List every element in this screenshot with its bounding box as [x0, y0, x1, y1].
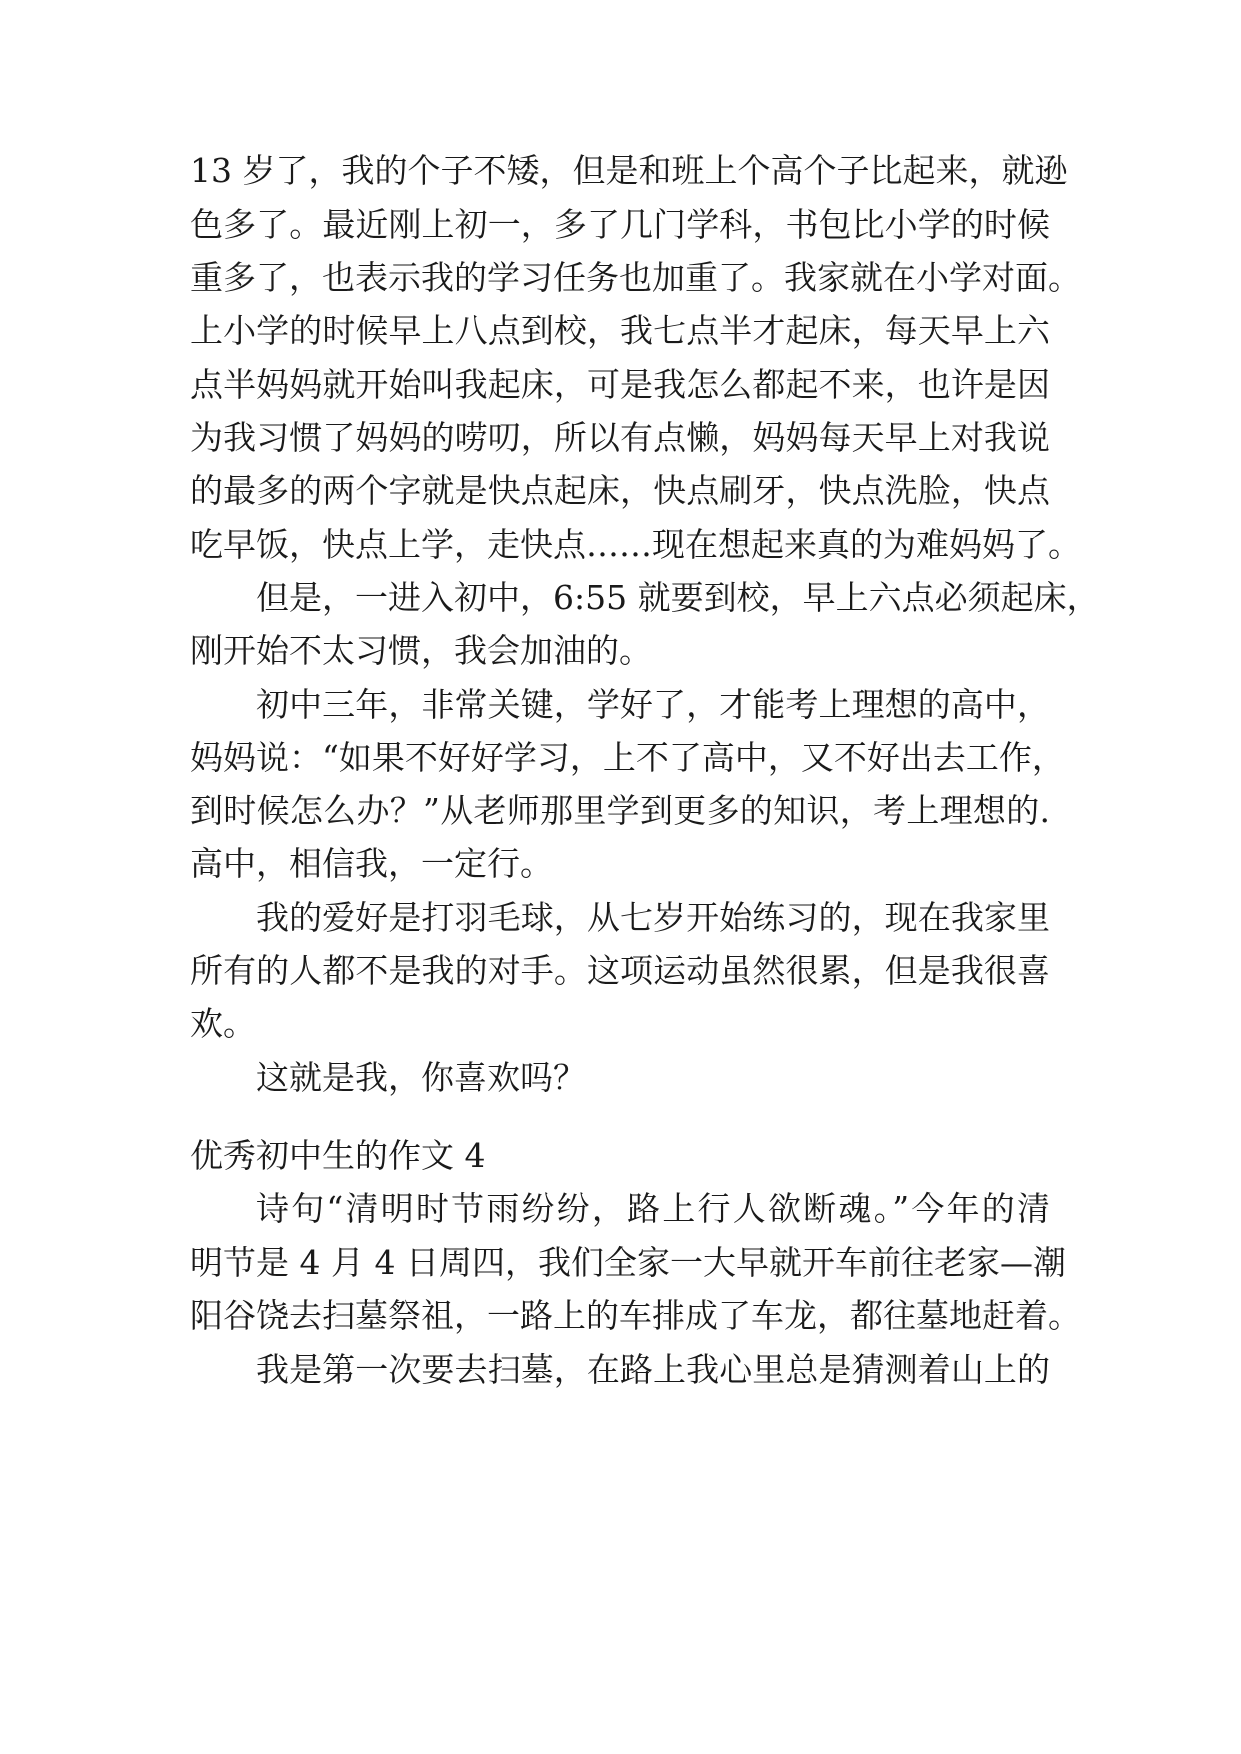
text-line: 但是，一进入初中，6:55 就要到校，早上六点必须起床， — [256, 578, 1100, 617]
text-line: 到时候怎么办？”从老师那里学到更多的知识，考上理想的. — [190, 791, 1050, 830]
text-line: 为我习惯了妈妈的唠叨，所以有点懒，妈妈每天早上对我说 — [190, 418, 1050, 457]
text-line: 点半妈妈就开始叫我起床，可是我怎么都起不来，也许是因 — [190, 365, 1050, 404]
text-line: 诗句“清明时节雨纷纷，路上行人欲断魂。”今年的清 — [256, 1189, 1050, 1228]
text-line: 明节是 4 月 4 日周四，我们全家一大早就开车前往老家—潮 — [190, 1243, 1066, 1282]
text-line: 13 岁了，我的个子不矮，但是和班上个高个子比起来，就逊 — [190, 151, 1068, 190]
text-line: 初中三年，非常关键，学好了，才能考上理想的高中， — [256, 685, 1050, 724]
text-line: 阳谷饶去扫墓祭祖，一路上的车排成了车龙，都往墓地赶着。 — [190, 1296, 1081, 1335]
text-line: 的最多的两个字就是快点起床，快点刷牙，快点洗脸，快点 — [190, 471, 1050, 510]
text-line: 吃早饭，快点上学，走快点……现在想起来真的为难妈妈了。 — [190, 525, 1081, 564]
text-line: 刚开始不太习惯，我会加油的。 — [190, 631, 652, 670]
text-line: 我的爱好是打羽毛球，从七岁开始练习的，现在我家里 — [256, 898, 1050, 937]
text-line: 我是第一次要去扫墓，在路上我心里总是猜测着山上的 — [256, 1350, 1050, 1389]
text-line: 上小学的时候早上八点到校，我七点半才起床，每天早上六 — [190, 311, 1050, 350]
text-line: 欢。 — [190, 1004, 256, 1043]
text-line: 妈妈说：“如果不好好学习，上不了高中，又不好出去工作， — [190, 738, 1065, 777]
text-line: 所有的人都不是我的对手。这项运动虽然很累，但是我很喜 — [190, 951, 1050, 990]
text-line: 重多了，也表示我的学习任务也加重了。我家就在小学对面。 — [190, 258, 1081, 297]
text-line: 色多了。最近刚上初一，多了几门学科，书包比小学的时候 — [190, 205, 1050, 244]
text-line: 高中，相信我，一定行。 — [190, 844, 553, 883]
section-heading: 优秀初中生的作文 4 — [190, 1136, 486, 1175]
text-line: 这就是我，你喜欢吗？ — [256, 1058, 586, 1097]
